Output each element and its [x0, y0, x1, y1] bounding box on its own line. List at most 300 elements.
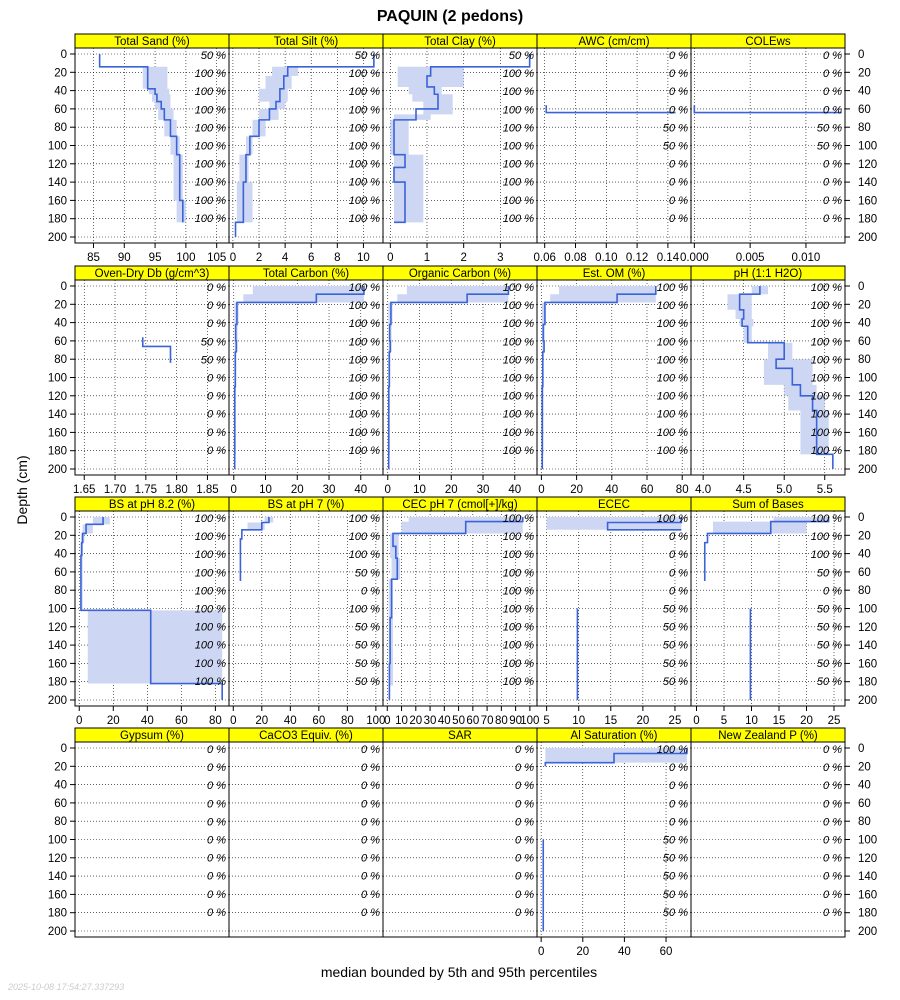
percent-label: 100 % [656, 426, 688, 439]
percent-label: 0 % [669, 68, 688, 81]
x-tick-label: 20 [409, 715, 423, 727]
percent-label: 100 % [502, 426, 534, 439]
percent-label: 100 % [194, 603, 226, 616]
y-tick-label: 40 [54, 779, 67, 792]
percent-label: 0 % [823, 762, 842, 775]
x-tick-label: 60 [640, 484, 654, 496]
percent-label: 100 % [502, 675, 534, 688]
x-tick-label: 60 [659, 946, 673, 958]
strip-label: Sum of Bases [732, 499, 804, 511]
percent-label: 0 % [207, 834, 226, 847]
y-tick-label: 20 [858, 530, 871, 543]
panel-16 [229, 728, 383, 937]
y-tick-label: 120 [858, 852, 878, 865]
y-tick-label: 200 [858, 695, 878, 707]
panel-9 [691, 266, 877, 496]
percent-label: 0 % [361, 743, 380, 756]
y-tick-label: 40 [858, 779, 871, 792]
percent-label: 50 % [354, 639, 380, 652]
y-tick-label: 200 [47, 464, 67, 476]
y-tick-label: 80 [54, 354, 67, 367]
x-tick-label: 40 [140, 715, 154, 727]
y-tick-label: 100 [858, 140, 878, 153]
y-tick-label: 100 [47, 372, 67, 385]
percent-label: 100 % [502, 336, 534, 349]
percent-label: 0 % [669, 762, 688, 775]
x-tick-label: 5.5 [816, 484, 833, 496]
y-tick-label: 200 [47, 926, 67, 938]
percent-label: 100 % [348, 390, 380, 403]
y-tick-label: 140 [858, 640, 878, 653]
x-tick-label: 6 [308, 252, 315, 264]
percent-label: 100 % [810, 300, 842, 313]
percent-label: 50 % [662, 888, 688, 901]
figure-title: PAQUIN (2 pedons) [376, 8, 524, 25]
series-line-median [542, 286, 656, 469]
strip-label: CaCO3 Equiv. (%) [259, 730, 353, 742]
percent-label: 100 % [194, 194, 226, 207]
percent-label: 100 % [656, 408, 688, 421]
percentile-band [234, 286, 364, 454]
y-tick-label: 100 [47, 603, 67, 616]
percent-label: 50 % [662, 621, 688, 634]
x-tick-label: 100 [366, 715, 386, 727]
percent-label: 100 % [194, 621, 226, 634]
percent-label: 100 % [502, 639, 534, 652]
percent-label: 100 % [348, 194, 380, 207]
percent-label: 50 % [662, 870, 688, 883]
strip-label: COLEws [745, 36, 791, 48]
percent-label: 0 % [207, 870, 226, 883]
y-tick-label: 20 [54, 530, 67, 543]
percent-label: 0 % [207, 281, 226, 294]
percent-label: 50 % [354, 567, 380, 580]
percent-label: 0 % [207, 408, 226, 421]
percent-label: 50 % [816, 122, 842, 135]
strip-label: Total Carbon (%) [262, 268, 350, 280]
percent-label: 50 % [354, 621, 380, 634]
x-tick-label: 5.0 [776, 484, 793, 496]
percent-label: 100 % [502, 512, 534, 525]
y-tick-label: 60 [858, 566, 871, 579]
percent-label: 100 % [810, 426, 842, 439]
x-tick-label: 100 [176, 252, 196, 264]
x-tick-label: 20 [444, 484, 458, 496]
y-tick-label: 120 [47, 390, 67, 403]
x-tick-label: 0.005 [735, 252, 765, 264]
y-tick-label: 60 [858, 103, 871, 116]
percent-label: 100 % [810, 549, 842, 562]
percent-label: 100 % [348, 603, 380, 616]
percent-label: 100 % [348, 140, 380, 153]
y-tick-label: 20 [858, 761, 871, 774]
percent-label: 100 % [194, 675, 226, 688]
series-line-median [389, 286, 509, 469]
x-tick-label: 30 [476, 484, 490, 496]
percent-label: 0 % [669, 194, 688, 207]
percent-label: 100 % [194, 158, 226, 171]
x-tick-label: 0.14 [656, 252, 680, 264]
percent-label: 0 % [669, 567, 688, 580]
x-tick-label: 3 [497, 252, 504, 264]
percent-label: 100 % [194, 176, 226, 189]
x-tick-label: 25 [668, 715, 682, 727]
y-tick-label: 20 [54, 67, 67, 80]
strip-label: Gypsum (%) [120, 730, 184, 742]
percent-label: 100 % [194, 86, 226, 99]
percent-label: 0 % [823, 194, 842, 207]
percent-label: 0 % [823, 852, 842, 865]
x-tick-label: 95 [148, 252, 162, 264]
y-tick-label: 100 [47, 140, 67, 153]
x-tick-label: 0 [76, 715, 83, 727]
percent-label: 100 % [348, 336, 380, 349]
percent-label: 100 % [348, 104, 380, 117]
percent-label: 100 % [348, 281, 380, 294]
percent-label: 50 % [662, 603, 688, 616]
y-tick-label: 100 [858, 372, 878, 385]
percent-label: 100 % [348, 122, 380, 135]
percent-label: 0 % [823, 86, 842, 99]
strip-label: Total Clay (%) [424, 36, 496, 48]
percent-label: 100 % [194, 567, 226, 580]
percent-label: 100 % [194, 657, 226, 670]
percent-label: 0 % [207, 300, 226, 313]
percent-label: 100 % [194, 122, 226, 135]
percent-label: 100 % [194, 104, 226, 117]
y-tick-label: 40 [858, 548, 871, 561]
percent-label: 50 % [816, 675, 842, 688]
percent-label: 0 % [669, 780, 688, 793]
percent-label: 100 % [502, 621, 534, 634]
x-tick-label: 20 [570, 484, 583, 496]
percent-label: 50 % [200, 336, 226, 349]
panels [48, 34, 877, 958]
percent-label: 100 % [502, 354, 534, 367]
strip-label: CEC pH 7 (cmol[+]/kg) [402, 499, 518, 511]
percent-label: 100 % [656, 300, 688, 313]
x-tick-label: 50 [452, 715, 465, 727]
percent-label: 100 % [348, 300, 380, 313]
percent-label: 50 % [816, 657, 842, 670]
percent-label: 0 % [207, 906, 226, 919]
series-line-median [694, 105, 841, 112]
percent-label: 100 % [810, 390, 842, 403]
percent-label: 0 % [823, 104, 842, 117]
y-tick-label: 40 [858, 317, 871, 330]
plot-area [229, 748, 383, 931]
y-tick-label: 80 [858, 585, 871, 598]
y-tick-label: 60 [54, 566, 67, 579]
x-tick-label: 0 [387, 252, 394, 264]
panel-19 [691, 728, 877, 938]
strip-label: SAR [448, 730, 472, 742]
percent-label: 100 % [194, 639, 226, 652]
percent-label: 0 % [669, 49, 688, 62]
percent-label: 50 % [662, 852, 688, 865]
percent-label: 0 % [207, 390, 226, 403]
series-line-median [100, 54, 183, 222]
x-axis-label: median bounded by 5th and 95th percentiles [320, 964, 598, 980]
percent-label: 100 % [810, 354, 842, 367]
panel-border [75, 742, 229, 937]
y-tick-label: 200 [858, 926, 878, 938]
panel-7 [383, 266, 537, 496]
percent-label: 100 % [656, 318, 688, 331]
percent-label: 0 % [207, 444, 226, 457]
x-tick-label: 15 [604, 715, 618, 727]
x-tick-label: 10 [413, 484, 426, 496]
percent-label: 100 % [502, 176, 534, 189]
x-tick-label: 80 [340, 715, 354, 727]
panel-10 [48, 497, 229, 727]
percent-label: 0 % [669, 798, 688, 811]
x-tick-label: 5 [720, 715, 728, 727]
panel-11 [229, 497, 385, 727]
percent-label: 50 % [816, 621, 842, 634]
x-tick-label: 0.12 [625, 252, 649, 264]
strip-label: BS at pH 7 (%) [267, 499, 345, 511]
y-tick-label: 120 [47, 852, 67, 865]
x-tick-label: 1.80 [165, 484, 188, 496]
percent-label: 100 % [194, 68, 226, 81]
panel-14 [691, 497, 877, 727]
percent-label: 50 % [354, 49, 380, 62]
x-tick-label: 10 [395, 715, 408, 727]
percent-label: 50 % [662, 140, 688, 153]
y-tick-label: 120 [858, 621, 878, 634]
y-tick-label: 60 [54, 335, 67, 348]
y-tick-label: 0 [60, 49, 67, 61]
percent-label: 0 % [823, 780, 842, 793]
series-line-median [235, 286, 364, 469]
percent-label: 0 % [515, 906, 534, 919]
percent-label: 100 % [194, 140, 226, 153]
y-tick-label: 160 [47, 195, 67, 208]
panel-13 [537, 497, 691, 727]
x-tick-label: 40 [437, 715, 451, 727]
percent-label: 100 % [502, 104, 534, 117]
y-tick-label: 160 [47, 427, 67, 440]
strip-label: Total Silt (%) [273, 36, 339, 48]
percent-label: 100 % [348, 512, 380, 525]
percent-label: 0 % [515, 798, 534, 811]
y-tick-label: 180 [858, 907, 878, 920]
y-axis-label: Depth (cm) [14, 455, 30, 525]
x-tick-label: 0 [230, 715, 237, 727]
percent-label: 100 % [348, 549, 380, 562]
percent-label: 100 % [656, 512, 688, 525]
y-tick-label: 140 [47, 640, 67, 653]
y-tick-label: 80 [858, 122, 871, 135]
percent-label: 0 % [823, 743, 842, 756]
percent-label: 0 % [823, 176, 842, 189]
percent-label: 0 % [207, 318, 226, 331]
x-tick-label: 15 [772, 715, 786, 727]
percent-label: 100 % [348, 158, 380, 171]
percent-label: 0 % [207, 426, 226, 439]
percent-label: 100 % [502, 212, 534, 225]
strip-label: ECEC [598, 499, 630, 511]
x-tick-label: 80 [675, 484, 689, 496]
x-tick-label: 105 [207, 252, 227, 264]
percent-label: 100 % [656, 354, 688, 367]
percent-label: 50 % [662, 639, 688, 652]
x-tick-label: 85 [87, 252, 100, 264]
y-tick-label: 80 [54, 122, 67, 135]
strip-label: Est. OM (%) [582, 268, 646, 280]
percent-label: 100 % [656, 372, 688, 385]
percent-label: 100 % [348, 354, 380, 367]
percent-label: 100 % [348, 408, 380, 421]
percent-label: 100 % [348, 444, 380, 457]
y-tick-label: 40 [54, 317, 67, 330]
timestamp: 2025-10-08 17:54:27.337293 [8, 982, 125, 992]
x-tick-label: 30 [423, 715, 437, 727]
y-tick-label: 80 [858, 354, 871, 367]
y-tick-label: 80 [54, 816, 67, 829]
panel-5 [48, 266, 229, 496]
percent-label: 100 % [348, 372, 380, 385]
percent-label: 100 % [810, 281, 842, 294]
y-tick-label: 140 [47, 409, 67, 422]
percent-label: 100 % [348, 318, 380, 331]
percent-label: 50 % [662, 834, 688, 847]
x-tick-label: 0 [384, 715, 391, 727]
percent-label: 100 % [810, 408, 842, 421]
y-tick-label: 0 [858, 743, 865, 755]
y-tick-label: 0 [60, 281, 67, 293]
percent-label: 0 % [207, 852, 226, 865]
x-tick-label: 4.0 [695, 484, 712, 496]
series-line-median [546, 105, 675, 112]
percent-label: 0 % [361, 888, 380, 901]
percent-label: 0 % [823, 49, 842, 62]
percent-label: 0 % [361, 906, 380, 919]
strip-label: Oven-Dry Db (g/cm^3) [94, 268, 210, 280]
x-tick-label: 80 [494, 715, 508, 727]
x-tick-label: 80 [208, 715, 222, 727]
x-tick-label: 40 [618, 946, 631, 958]
y-tick-label: 200 [47, 695, 67, 707]
percent-label: 100 % [502, 567, 534, 580]
percent-label: 100 % [502, 194, 534, 207]
percent-label: 100 % [502, 318, 534, 331]
x-tick-label: 5 [543, 715, 550, 727]
y-tick-label: 20 [54, 299, 67, 312]
percent-label: 0 % [669, 176, 688, 189]
percent-label: 50 % [662, 122, 688, 135]
y-tick-label: 0 [858, 49, 865, 61]
percent-label: 100 % [502, 140, 534, 153]
y-tick-label: 40 [54, 85, 67, 98]
percent-label: 0 % [361, 870, 380, 883]
percent-label: 0 % [669, 86, 688, 99]
percent-label: 0 % [669, 104, 688, 117]
percent-label: 0 % [669, 585, 688, 598]
x-tick-label: 20 [636, 715, 650, 727]
percent-label: 100 % [194, 549, 226, 562]
x-tick-label: 1.70 [103, 484, 127, 496]
y-tick-label: 200 [858, 232, 878, 244]
percent-label: 100 % [656, 336, 688, 349]
x-tick-label: 1.75 [134, 484, 158, 496]
x-tick-label: 0 [230, 484, 237, 496]
percent-label: 100 % [502, 281, 534, 294]
x-tick-label: 20 [290, 484, 304, 496]
percentile-band [100, 54, 186, 222]
y-tick-label: 80 [54, 585, 67, 598]
plot-area [691, 748, 845, 931]
x-tick-label: 20 [255, 715, 269, 727]
strip-label: BS at pH 8.2 (%) [108, 499, 196, 511]
percent-label: 50 % [662, 906, 688, 919]
y-tick-label: 0 [60, 512, 67, 524]
percent-label: 0 % [669, 531, 688, 544]
percent-label: 0 % [361, 780, 380, 793]
x-tick-label: 10 [259, 484, 272, 496]
y-tick-label: 80 [858, 816, 871, 829]
y-tick-label: 60 [54, 797, 67, 810]
panel-6 [229, 266, 383, 496]
panel-17 [383, 728, 537, 937]
x-tick-label: 10 [572, 715, 586, 727]
percent-label: 100 % [348, 212, 380, 225]
y-tick-label: 180 [47, 213, 67, 226]
percent-label: 0 % [823, 906, 842, 919]
percent-label: 0 % [669, 549, 688, 562]
percent-label: 100 % [348, 176, 380, 189]
plot-area [383, 748, 537, 931]
panel-2 [383, 34, 537, 264]
percent-label: 100 % [348, 86, 380, 99]
x-tick-label: 4.5 [735, 484, 752, 496]
y-tick-label: 120 [858, 158, 878, 171]
percent-label: 50 % [354, 675, 380, 688]
x-tick-label: 2 [255, 252, 263, 264]
y-tick-label: 160 [858, 658, 878, 671]
percent-label: 100 % [502, 158, 534, 171]
percent-label: 100 % [502, 122, 534, 135]
x-tick-label: 20 [106, 715, 120, 727]
percent-label: 50 % [200, 49, 226, 62]
y-tick-label: 140 [47, 871, 67, 884]
percent-label: 0 % [207, 780, 226, 793]
y-tick-label: 180 [47, 445, 67, 458]
percent-label: 0 % [823, 888, 842, 901]
y-tick-label: 180 [858, 213, 878, 226]
strip-label: Al Saturation (%) [570, 730, 658, 742]
panel-8 [537, 266, 691, 496]
percent-label: 100 % [502, 390, 534, 403]
y-tick-label: 100 [47, 834, 67, 847]
percent-label: 0 % [361, 834, 380, 847]
percent-label: 100 % [502, 531, 534, 544]
y-tick-label: 40 [858, 85, 871, 98]
percent-label: 50 % [354, 657, 380, 670]
x-tick-label: 20 [800, 715, 813, 727]
percent-label: 100 % [810, 336, 842, 349]
percent-label: 0 % [207, 888, 226, 901]
x-tick-label: 0.010 [791, 252, 821, 264]
percent-label: 50 % [816, 639, 842, 652]
percent-label: 100 % [348, 426, 380, 439]
percent-label: 100 % [810, 512, 842, 525]
percent-label: 100 % [502, 372, 534, 385]
y-tick-label: 120 [858, 390, 878, 403]
percent-label: 0 % [823, 158, 842, 171]
y-tick-label: 60 [858, 797, 871, 810]
